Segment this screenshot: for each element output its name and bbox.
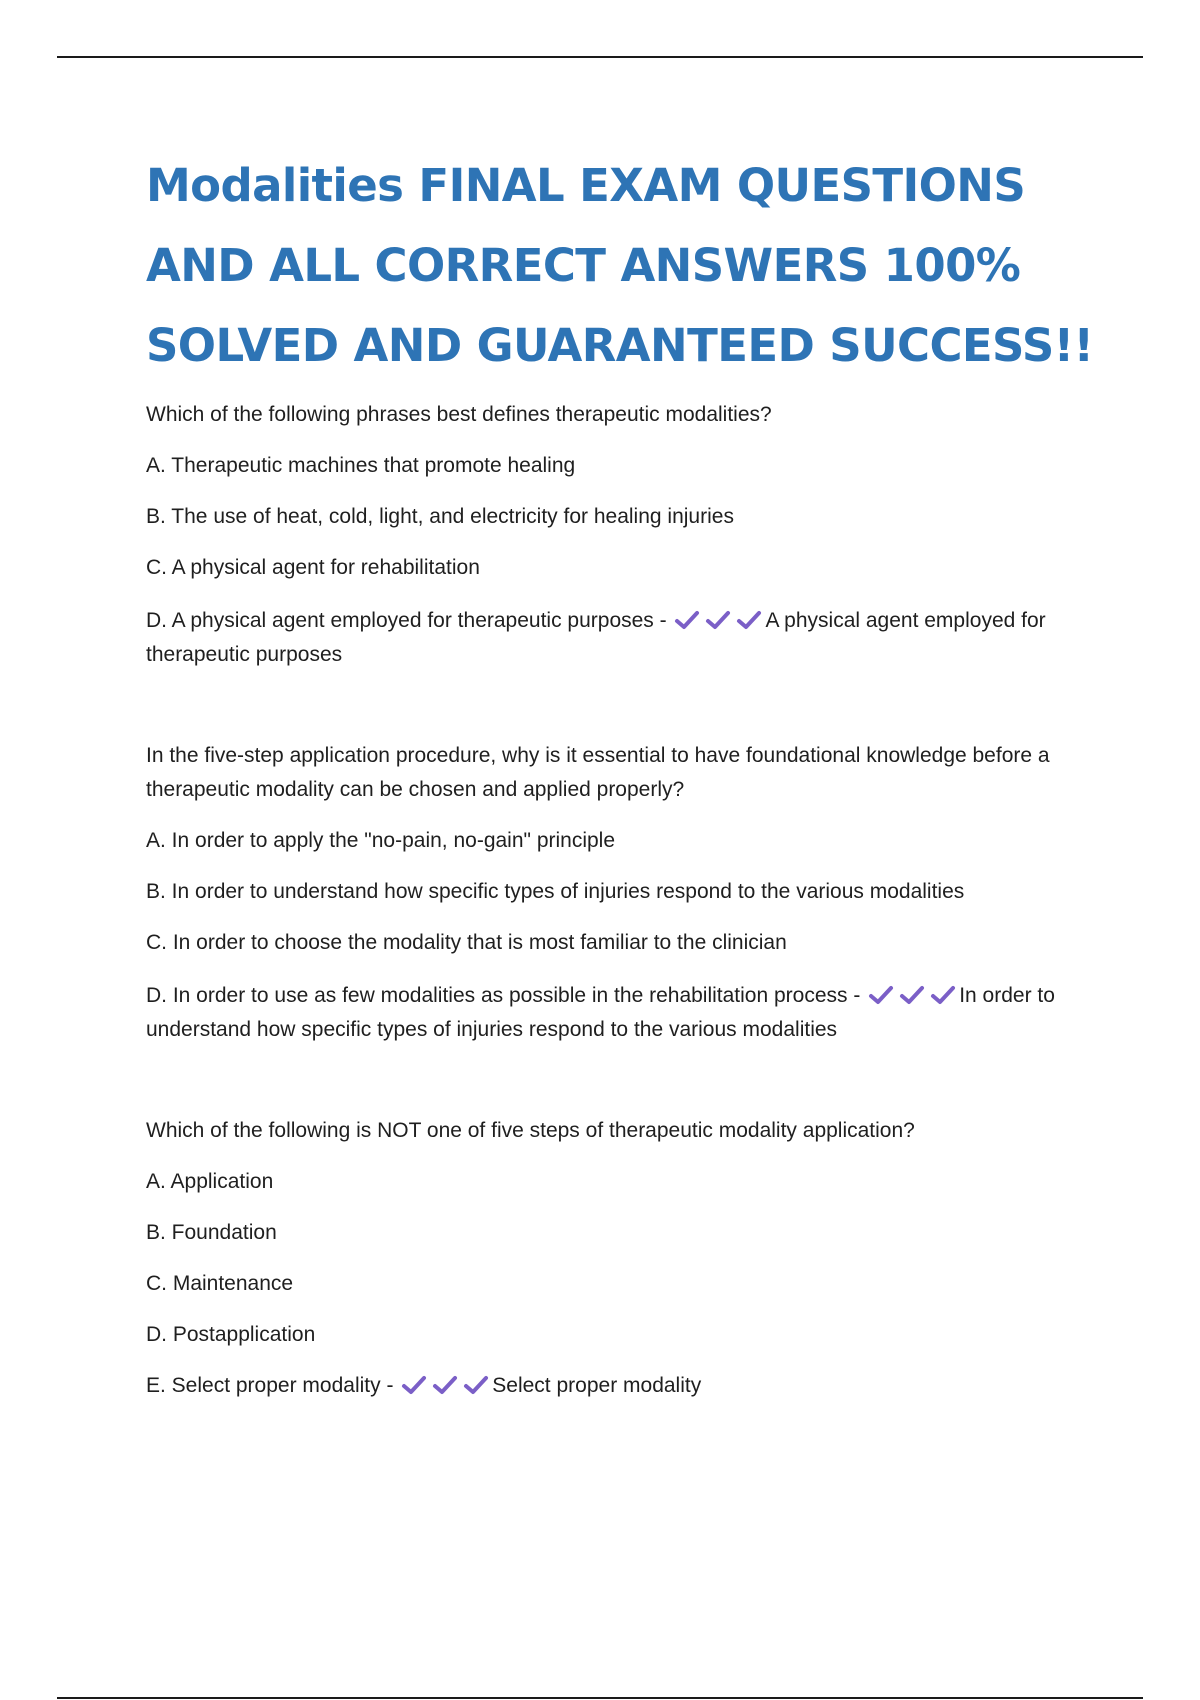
check-mark-icon xyxy=(463,1375,489,1395)
check-mark-icon xyxy=(401,1375,427,1395)
question-1-option-b: B. The use of heat, cold, light, and electricity for healing injuries xyxy=(146,505,734,528)
title-line-2: AND ALL CORRECT ANSWERS 100% xyxy=(146,239,1021,292)
question-3-answer: Select proper modality xyxy=(492,1374,702,1397)
question-3-option-c: C. Maintenance xyxy=(146,1272,294,1295)
check-mark-icon xyxy=(930,985,956,1005)
answer-checks xyxy=(401,1375,489,1395)
question-2-option-b: B. In order to understand how specific types of injuries respond to the various modalities xyxy=(146,880,965,903)
check-mark-icon xyxy=(868,985,894,1005)
question-2-option-a: A. In order to apply the "no-pain, no-gain" principle xyxy=(146,829,616,852)
question-1-answer: A physical agent employed for therapeutic purposes xyxy=(146,609,1046,666)
title-line-3: SOLVED AND GUARANTEED SUCCESS!! xyxy=(146,319,1094,372)
question-2-option-d: D. In order to use as few modalities as possible in the rehabilitation process - xyxy=(146,984,861,1007)
document-title xyxy=(146,146,1096,386)
check-mark-icon xyxy=(674,610,700,630)
question-2-text: In the five-step application procedure, why is it essential to have foundational knowledge before a therapeutic modality can be chosen and applied properly? xyxy=(146,744,1050,801)
check-mark-icon xyxy=(432,1375,458,1395)
check-mark-icon xyxy=(899,985,925,1005)
question-3-option-b: B. Foundation xyxy=(146,1221,277,1244)
question-3-option-e: E. Select proper modality - xyxy=(146,1374,394,1397)
question-3-final-option xyxy=(146,1369,1096,1403)
question-1-option-d: D. A physical agent employed for therapeutic purposes - xyxy=(146,609,667,632)
question-2-answer: In order to understand how specific types of injuries respond to the various modalities xyxy=(146,984,1055,1041)
check-mark-icon xyxy=(736,610,762,630)
question-1-option-a: A. Therapeutic machines that promote healing xyxy=(146,454,576,477)
header-rule xyxy=(57,56,1143,58)
answer-checks xyxy=(674,610,762,630)
question-2-option-c: C. In order to choose the modality that is most familiar to the clinician xyxy=(146,931,787,954)
footer-rule xyxy=(57,1697,1143,1699)
question-1-final-option xyxy=(146,604,1096,672)
question-3-option-a: A. Application xyxy=(146,1170,274,1193)
question-3-text: Which of the following is NOT one of five steps of therapeutic modality application? xyxy=(146,1119,915,1142)
question-1-text: Which of the following phrases best defines therapeutic modalities? xyxy=(146,403,772,426)
question-2-final-option xyxy=(146,979,1096,1047)
question-1-option-c: C. A physical agent for rehabilitation xyxy=(146,556,480,579)
check-mark-icon xyxy=(705,610,731,630)
question-3-option-d: D. Postapplication xyxy=(146,1323,316,1346)
answer-checks xyxy=(868,985,956,1005)
title-line-1: Modalities FINAL EXAM QUESTIONS xyxy=(146,159,1026,212)
